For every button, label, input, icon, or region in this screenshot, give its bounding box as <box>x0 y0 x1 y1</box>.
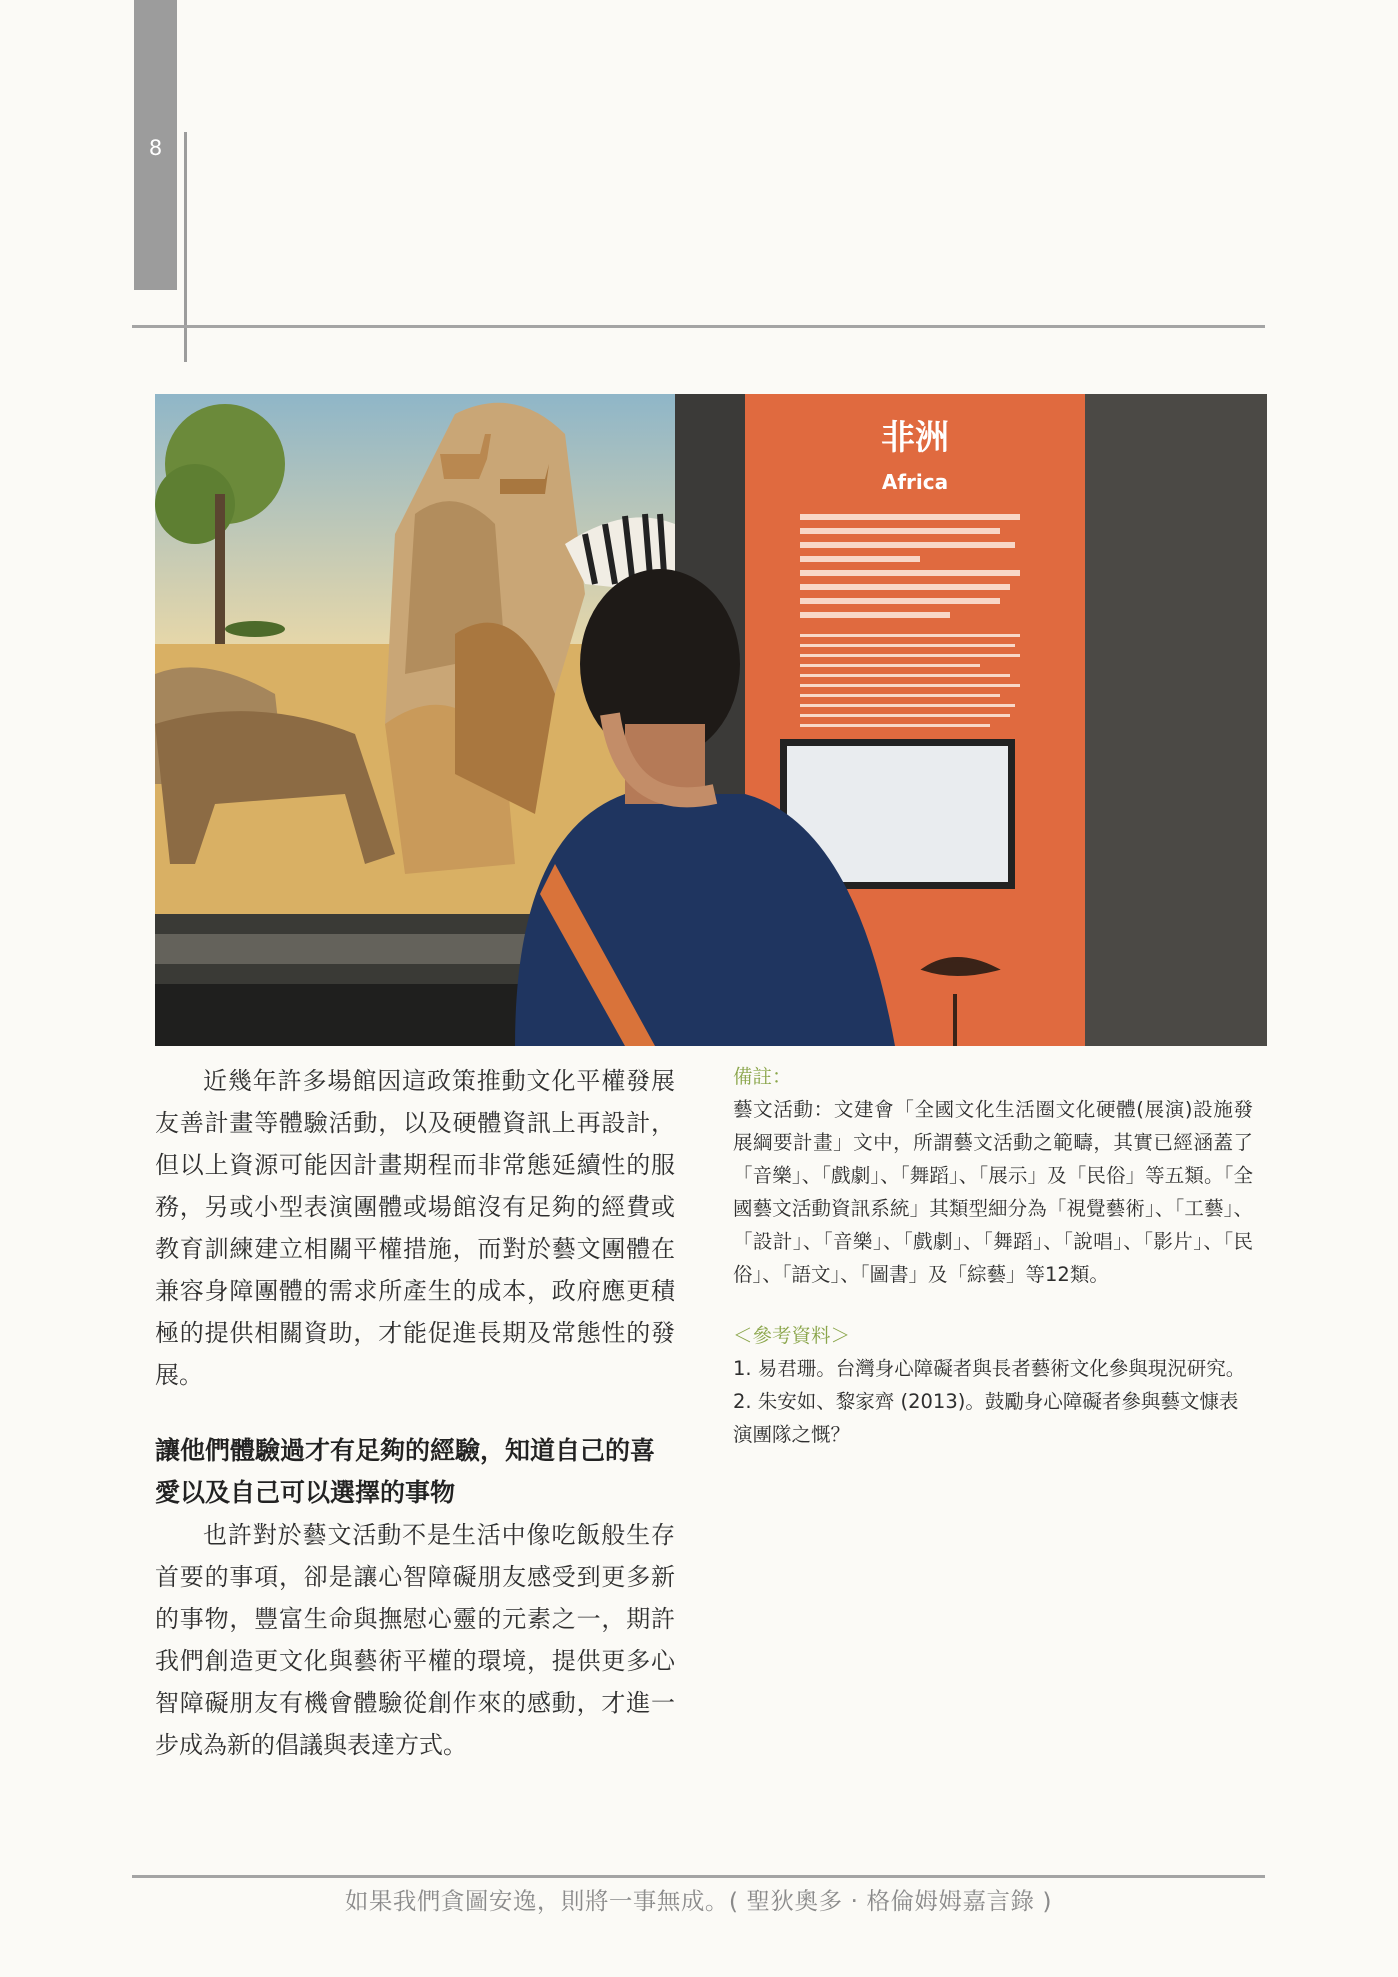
main-text-column <box>155 1060 675 1766</box>
body-paragraph: 也許對於藝文活動不是生活中像吃飯般生存首要的事項，卻是讓心智障礙朋友感受到更多新的事物，豐富生命與撫慰心靈的元素之一，期許我們創造更文化與藝術平權的環境，提供更多心智障礙朋友有機會體驗從創作來的感動，才進一步成為新的倡議與表達方式。 <box>155 1521 675 1759</box>
references-list <box>733 1352 1253 1451</box>
sign-title-en: Africa <box>881 470 949 494</box>
references-label: ＜參考資料＞ <box>733 1324 851 1347</box>
section-subheading: 讓他們體驗過才有足夠的經驗，知道自己的喜愛以及自己可以選擇的事物 <box>155 1436 656 1507</box>
page-number: 8 <box>148 136 163 160</box>
museum-photo-illustration <box>155 394 1267 1046</box>
sidebar-notes <box>733 1060 1253 1451</box>
body-paragraph: 近幾年許多場館因這政策推動文化平權發展友善計畫等體驗活動，以及硬體資訊上再設計，但以上資源可能因計畫期程而非常態延續性的服務，另或小型表演團體或場館沒有足夠的經費或教育訓練建立相關平權措施，而對於藝文團體在兼容身障團體的需求所產生的成本，政府應更積極的提供相關資助，才能促進長期及常態性的發展。 <box>155 1067 675 1389</box>
museum-photo <box>155 394 1267 1046</box>
sign-title-zh: 非洲 <box>881 418 949 458</box>
footer-quote: 如果我們貪圖安逸，則將一事無成。( 聖狄奧多 ‧ 格倫姆姆嘉言錄 ) <box>344 1887 1053 1915</box>
footer-rule <box>132 1875 1265 1878</box>
note-text: 藝文活動：文建會「全國文化生活圈文化硬體(展演)設施發展綱要計畫」文中，所謂藝文活動之範疇，其實已經涵蓋了「音樂」、「戲劇」、「舞蹈」、「展示」及「民俗」等五類。「全國藝文活動資訊系統」其類型細分為「視覺藝術」、「工藝」、「設計」、「音樂」、「戲劇」、「舞蹈」、「說唱」、「影片」、「民俗」、「語文」、「圖書」及「綜藝」等12類。 <box>733 1098 1253 1286</box>
reference-item: 1. 易君珊。台灣身心障礙者與長者藝術文化參與現況研究。 <box>733 1357 1246 1380</box>
reference-item: 2. 朱安如、黎家齊 (2013)。鼓勵身心障礙者參與藝文慷表演團隊之慨？ <box>733 1390 1239 1446</box>
note-label: 備註： <box>733 1065 792 1088</box>
header-rule <box>132 325 1265 328</box>
